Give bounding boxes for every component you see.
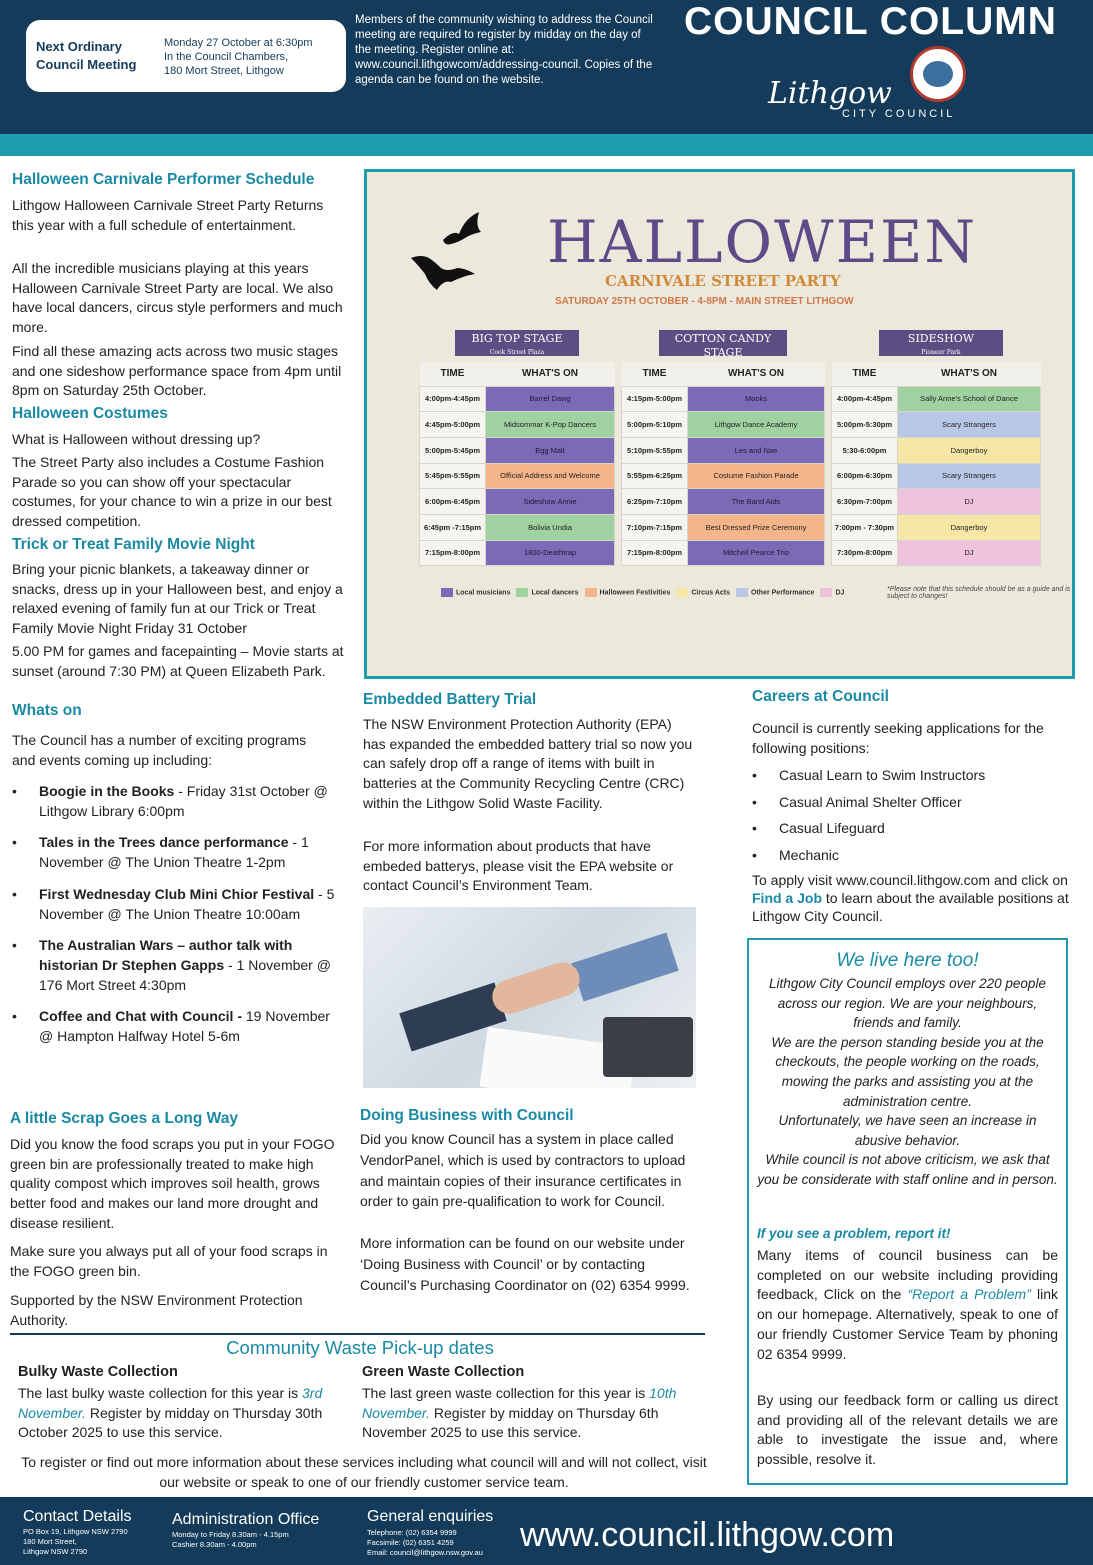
report-heading: If you see a problem, report it!: [757, 1226, 951, 1241]
stage-label: SIDESHOW Pioneer Park: [879, 330, 1003, 356]
we-live-heading: We live here too!: [836, 950, 979, 971]
table-row: 5:10pm-5:55pm Les and Nae: [622, 437, 825, 463]
halloween-p1: Lithgow Halloween Carnivale Street Party Returns this year with a full schedule of entertainment.: [12, 197, 324, 233]
logo-subtitle: CITY COUNCIL: [842, 108, 956, 120]
halloween-p2: All the incredible musicians playing at this years Halloween Carnivale Street Party are local. We also have local dancers, circus style performers and much more.: [12, 260, 343, 336]
meeting-box: [26, 20, 346, 92]
list-item: • Tales in the Trees dance performance - 1 November @ The Union Theatre 1-2pm: [12, 833, 347, 872]
schedule-table: TIME WHAT'S ON 4:00pm-4:45pm Sally Anne's School of Dance 5:00pm-5:30pm Scary Strangers 5:30-6:00pm Dangerboy 6:00pm-6:30pm Scary Strangers 6:30pm-7:00pm DJ 7:00pm - 7:30pm Dangerboy 7:30pm-8:00pm DJ: [831, 362, 1041, 566]
waste-title: Community Waste Pick-up dates: [226, 1337, 494, 1358]
table-row: 7:00pm - 7:30pm Dangerboy: [832, 514, 1041, 540]
movie-heading: Trick or Treat Family Movie Night: [12, 536, 255, 553]
we-live-p2: We are the person standing beside you at the checkouts, the people working on the roads, mowing the parks and assisting you at the administration centre.: [771, 1034, 1044, 1109]
list-item: • Boogie in the Books - Friday 31st October @ Lithgow Library 6:00pm: [12, 782, 347, 821]
we-live-here-box: [747, 938, 1068, 1485]
scrap-p1: Did you know the food scraps you put in your FOGO green bin are professionally treated to make high quality compost which improves soil health, grows better food and makes our land more drought and disease resilient.: [10, 1136, 335, 1231]
meeting-date: Monday 27 October at 6:30pm: [164, 37, 313, 49]
table-row: 7:15pm-8:00pm Mitchell Pearce Trio: [622, 540, 825, 566]
we-live-p3: Unfortunately, we have seen an increase in abusive behavior.: [778, 1113, 1037, 1148]
battery-p1: The NSW Environment Protection Authority (EPA) has expanded the embedded battery trial so now you can safely drop off a range of items with built in batteries at the Community Recycling Centre (CRC) within the Lithgow Solid Waste Facility.: [363, 716, 693, 811]
halloween-p3: Find all these amazing acts across two music stages and one sideshow performance space from 4pm until 8pm on Saturday 25th October.: [12, 343, 342, 399]
poster-subtitle: CARNIVALE STREET PARTY: [605, 272, 841, 290]
admin-heading: Administration Office: [172, 1511, 320, 1528]
careers-list: [752, 766, 1082, 873]
header-stripe: [0, 134, 1093, 156]
meeting-venue: In the Council Chambers,: [164, 51, 289, 63]
costumes-heading: Halloween Costumes: [12, 405, 168, 422]
halloween-heading: Halloween Carnivale Performer Schedule: [12, 171, 315, 188]
business-heading: Doing Business with Council: [360, 1107, 574, 1124]
schedule-table: TIME WHAT'S ON 4:00pm-4:45pm Barrel Dawg 4:45pm-5:00pm Midsommar K-Pop Dancers 5:00pm-5:45pm Egg Malt 5:45pm-5:55pm Official Address and Welcome 6:00pm-6:45pm Sideshow Annie 6:45pm -7:15pm Bolivia Undia 7:15pm-8:00pm 1800-Deathtrap: [419, 362, 615, 566]
costumes-p1: What is Halloween without dressing up?: [12, 431, 261, 447]
careers-heading: Careers at Council: [752, 688, 889, 705]
list-item: • Casual Learn to Swim Instructors: [752, 766, 1082, 786]
careers-intro: Council is currently seeking applications for the following positions:: [752, 720, 1044, 756]
report-problem-link[interactable]: “Report a Problem”: [907, 1286, 1031, 1303]
costumes-p2: The Street Party also includes a Costume Fashion Parade so you can show off your spectacular costumes, for your chance to win a prize in our best dressed competition.: [12, 454, 332, 530]
careers-apply: To apply visit www.council.lithgow.com and click on Find a Job to learn about the available positions at Lithgow City Council.: [752, 872, 1069, 924]
table-row: 5:45pm-5:55pm Official Address and Welcome: [420, 463, 615, 489]
whats-on-intro: The Council has a number of exciting programs and events coming up including:: [12, 732, 307, 768]
legend-item: Local dancers: [516, 588, 578, 597]
contact-heading: Contact Details: [23, 1508, 132, 1525]
table-row: 4:45pm-5:00pm Midsommar K-Pop Dancers: [420, 412, 615, 438]
poster-title: HALLOWEEN: [547, 208, 978, 276]
whats-on-heading: Whats on: [12, 702, 82, 719]
table-row: 7:10pm-7:15pm Best Dressed Prize Ceremony: [622, 514, 825, 540]
find-a-job-link[interactable]: Find a Job: [752, 890, 822, 906]
schedule-legend: [441, 588, 844, 597]
list-item: • Mechanic: [752, 846, 1082, 866]
events-list: [12, 782, 347, 1059]
council-seal-icon: [910, 46, 966, 102]
table-row: 6:45pm -7:15pm Bolivia Undia: [420, 514, 615, 540]
list-item: • Coffee and Chat with Council - 19 November @ Hampton Halfway Hotel 5-6m: [12, 1007, 347, 1046]
general-lines: Telephone: (02) 6354 9999 Facsimile: (02) 6351 4259 Email: council@lithgow.nsw.gov.au: [367, 1528, 483, 1557]
battery-p2: For more information about products that have embeded batterys, please visit the EPA website or contact Council’s Environment Team.: [363, 838, 674, 894]
waste-note: To register or find out more information about these services including what council will and will not collect, visit our website or speak to one of our friendly customer service team.: [21, 1454, 707, 1490]
list-item: • First Wednesday Club Mini Chior Festival - 5 November @ The Union Theatre 10:00am: [12, 885, 347, 924]
stage-label: BIG TOP STAGE Cook Street Plaza: [455, 330, 579, 356]
council-logo: [760, 46, 980, 126]
bulky-body: The last bulky waste collection for this year is 3rd November. Register by midday on Thursday 30th October 2025 to use this service.: [18, 1385, 323, 1441]
logo-script: Lithgow: [768, 76, 892, 111]
handshake-photo: [363, 907, 696, 1088]
table-row: 6:30pm-7:00pm DJ: [832, 489, 1041, 515]
meeting-details: [164, 36, 344, 78]
table-row: 5:00pm-5:45pm Egg Malt: [420, 437, 615, 463]
stage-label: COTTON CANDY STAGE: [659, 330, 787, 356]
meeting-address: 180 Mort Street, Lithgow: [164, 65, 284, 77]
schedule-table: TIME WHAT'S ON 4:15pm-5:00pm Mooks 5:00pm-5:10pm Lithgow Dance Academy 5:10pm-5:55pm Les and Nae 5:55pm-6:25pm Costume Fashion Parade 6:25pm-7:10pm The Band Aids 7:10pm-7:15pm Best Dressed Prize Ceremony 7:15pm-8:00pm Mitchell Pearce Trio: [621, 362, 825, 566]
list-item: • Casual Animal Shelter Officer: [752, 793, 1082, 813]
table-row: 5:00pm-5:30pm Scary Strangers: [832, 412, 1041, 438]
divider: [10, 1333, 705, 1335]
table-row: 5:00pm-5:10pm Lithgow Dance Academy: [622, 412, 825, 438]
table-row: 5:30-6:00pm Dangerboy: [832, 437, 1041, 463]
table-row: 5:55pm-6:25pm Costume Fashion Parade: [622, 463, 825, 489]
scrap-heading: A little Scrap Goes a Long Way: [10, 1110, 238, 1127]
legend-item: Local musicians: [441, 588, 510, 597]
page-title: COUNCIL COLUMN: [684, 0, 1057, 43]
table-row: 6:00pm-6:45pm Sideshow Annie: [420, 489, 615, 515]
table-row: 6:25pm-7:10pm The Band Aids: [622, 489, 825, 515]
table-row: 7:15pm-8:00pm 1800-Deathtrap: [420, 540, 615, 566]
general-heading: General enquiries: [367, 1508, 494, 1525]
report-body: Many items of council business can be completed on our website including providing feedback, Click on the “Report a Problem” link on our homepage. Alternatively, speak to one of our friendly Customer Service Team by phoning 02 6354 9999.: [757, 1247, 1058, 1362]
meeting-notice: Members of the community wishing to address the Council meeting are required to register by midday on the day of the meeting. Register online at: www.council.lithgowcom/addressing-council. Copies of the agenda can be found on the website.: [355, 14, 653, 86]
contact-lines: PO Box 19, Lithgow NSW 2790 180 Mort Street, Lithgow NSW 2790: [23, 1527, 128, 1556]
bulky-heading: Bulky Waste Collection: [18, 1364, 178, 1380]
business-p2: More information can be found on our website under ‘Doing Business with Council’ or by contacting Council’s Purchasing Coordinator on (02) 6354 9999.: [360, 1235, 690, 1293]
feedback-text: By using our feedback form or calling us direct and providing all of the relevant details we are able to investigate the issue and, where possible, resolve it.: [757, 1392, 1058, 1468]
we-live-p1: Lithgow City Council employs over 220 people across our region. We are your neighbours, friends and family.: [769, 976, 1046, 1031]
legend-item: DJ: [820, 588, 844, 597]
header-banner: [0, 0, 1093, 134]
poster-date: SATURDAY 25TH OCTOBER - 4-8PM - MAIN STREET LITHGOW: [555, 296, 854, 307]
table-row: 6:00pm-6:30pm Scary Strangers: [832, 463, 1041, 489]
legend-item: Circus Acts: [676, 588, 730, 597]
list-item: • The Australian Wars – author talk with historian Dr Stephen Gapps - 1 November @ 176 Mort Street 4:30pm: [12, 936, 347, 995]
legend-item: Other Performance: [736, 588, 814, 597]
meeting-title: Next Ordinary Council Meeting: [36, 39, 137, 72]
schedule-note: *Please note that this schedule should be as a guide and is subject to changes!: [887, 586, 1071, 600]
legend-item: Halloween Festivities: [585, 588, 671, 597]
table-row: 4:00pm-4:45pm Barrel Dawg: [420, 386, 615, 412]
website-link[interactable]: www.council.lithgow.com: [520, 1516, 895, 1554]
movie-p2: 5.00 PM for games and facepainting – Movie starts at sunset (around 7:30 PM) at Queen Elizabeth Park.: [12, 643, 344, 679]
admin-lines: Monday to Friday 8.30am - 4.15pm Cashier 8.30am - 4.00pm: [172, 1530, 289, 1549]
table-row: 7:30pm-8:00pm DJ: [832, 540, 1041, 566]
battery-heading: Embedded Battery Trial: [363, 691, 537, 708]
green-heading: Green Waste Collection: [362, 1364, 525, 1380]
scrap-p3: Supported by the NSW Environment Protection Authority.: [10, 1292, 303, 1328]
movie-p1: Bring your picnic blankets, a takeaway dinner or snacks, dress up in your Halloween best, and enjoy a relaxed evening of family fun at our Trick or Treat Family Movie Night Friday 31 October: [12, 561, 343, 637]
table-row: 4:15pm-5:00pm Mooks: [622, 386, 825, 412]
green-body: The last green waste collection for this year is 10th November. Register by midday on Thursday 6th November 2025 to use this service.: [362, 1385, 677, 1441]
table-row: 4:00pm-4:45pm Sally Anne's School of Dance: [832, 386, 1041, 412]
halloween-poster: [364, 169, 1075, 679]
scrap-p2: Make sure you always put all of your food scraps in the FOGO green bin.: [10, 1243, 328, 1279]
bat-icon: [407, 210, 507, 310]
list-item: • Casual Lifeguard: [752, 819, 1082, 839]
we-live-p4: While council is not above criticism, we ask that you be considerate with staff online and in person.: [757, 1152, 1058, 1187]
business-p1: Did you know Council has a system in place called VendorPanel, which is used by contractors to upload and maintain copies of their insurance certificates in order to gain pre-qualification to work for Council.: [360, 1131, 686, 1210]
